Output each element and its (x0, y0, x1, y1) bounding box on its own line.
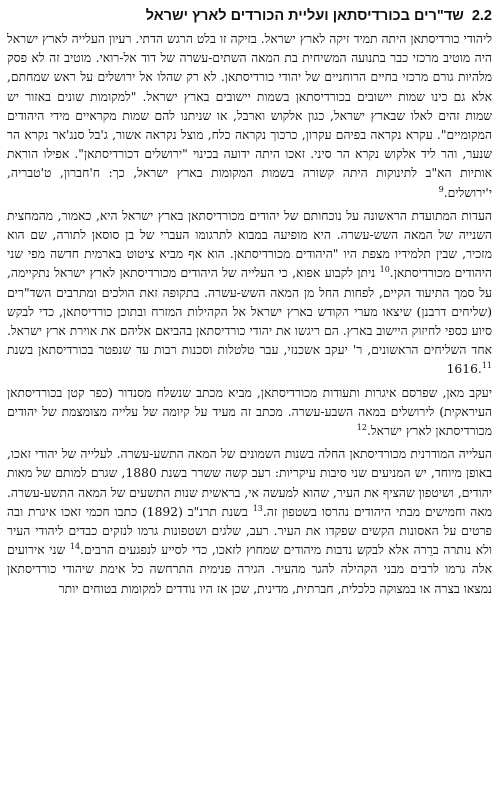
footnote-ref: 12 (356, 422, 367, 432)
paragraph-text: ניתן לקבוע אפוא, כי העלייה של היהודים מכורדיסתאן לארץ ישראל נתקיימה, על סמך התיעוד הקיים, לפחות החל מן המאה השש-עשרה. בתקופה זאת הולכים ומתרבים השד"רים (שליחים דרבנן) שיצאו מערי הקודש בארץ ישראל אל הקהילות המזרח ובתוכן כורדיסתאן, כדי לבקש סיוע כספי לחיזוק היישוב בארץ. הם ריגשו את יהודי כורדיסתאן בהביאם אליהם את אוירת ארץ ישראל. אחד השליחים הראשונים, ר' יעקב אשכנזי, עבר טלטלות וסכנות רבות עד שנפטר בכורדיסתאן בשנת 1616. (7, 266, 492, 377)
paragraph-text: העדות המתועדת הראשונה על נוכחותם של יהודים מכורדיסתאן בארץ ישראל היא, כאמור, מהמחצית השנייה של המאה השש-עשרה. היא מופיעה במבוא לתרגומו העברי של בן סוסאן לתורה, שם הוא מזכיר, שבין תלמידיו מצפת היו "היהודים מכורדיסתאן. הוא אף מביא ציטוט בארמית חדשה מפי שני היהודים מכורדיסתאן. (7, 208, 493, 281)
footnote-ref: 11 (481, 361, 492, 371)
paragraph-text: ליהודי כורדיסתאן היתה תמיד זיקה לארץ ישראל. בזיקה זו בלט הרגש הדתי. רעיון העלייה לארץ ישראל היה מוטיב מרכזי כבר בתנועה המשיחית בת המאה השתים-עשרה של דוד אל-רואי. מוטיב זה לא פסק מלהיות גורם מרכזי בחיים הרוחניים של יהודי כורדיסתאן. לא רק שהלו אל ירושלים על ראש שמחתם, אלא גם כינו שמות יישובים בכורדיסתאן בשמות יישובים בארץ ישראל. "למקומות שונים באזור יש שמות זהים לאלו שבארץ ישראל, כגון אלקוש וארבל, או שניתנו להם שמות מקראיים מידי היהודים המקומיים". עקרא נקראה בפיהם עקרון, כרכוך נקראה כלח, מוצל נקראה אשור, ג'בל סנג'אר נקרא הר שנער, והר ליד אלקוש נקרא הר סיני. זאכו היתה ידועה בכינוי "ירושלים דכורדיסתאן". אפילו הוראת אותיות הא"ב לתינוקות היתה קשורה בשמות המקומות בארץ ישראל, כך: ח'חברון, ט'טבריה, י'ירושלים. (7, 32, 492, 200)
paragraph-text: בשנת תרנ"ב (1892) כתבו חכמי זאכו איגרת ובה פרטים על האסונות הקשים שפקדו את העיר. רעב, שלגים ושטפונות גרמו לנזקים כבדים ליהודי העיר ולא נותרה ברֵרה אלא לבקש נדבות מיהודים שמחוץ לזאכו, כדי לסייע לנפגעים הרבים. (7, 504, 492, 558)
section-title: שד"רים בכורדיסתאן ועליית הכורדים לארץ ישראל (145, 8, 464, 24)
paragraph-1 (7, 30, 492, 203)
footnote-ref: 10 (379, 265, 390, 275)
paragraph-text: שני אירועים אלה גרמו לרבים מבני הקהילה להגר מהעיר. הגירה פנימית התרחשה כל אימת שיהודי כורדיסתאן נמצאו בצרה או במצוקה כלכלית, חברתית, מדינית, שכן אז היו נודדים למקומות בטוחים יותר (7, 543, 492, 596)
paragraph-text: העלייה המודרנית מכורדיסתאן החלה בשנות השמונים של המאה התשע-עשרה. לעלייה של יהודי זאכו, באופן מיוחד, יש המניעים שני סיבות עיקריות: רעב קשה ששרר בשנת 1880, שגרם למותם של מאות יהודים, ושיטפון שהציף את העיר, שהוא למעשה אי, בראשית שנות התשעים של המאה התשע-עשרה. מאה וחמישים מבתי היהודים נהרסו בשטפון זה. (7, 447, 492, 519)
paragraph-3 (7, 384, 492, 442)
paragraph-4 (7, 445, 492, 599)
footnote-ref: 9 (438, 184, 444, 194)
section-number: 2.2 (471, 8, 492, 24)
section-heading (7, 6, 492, 26)
paragraph-2 (7, 207, 492, 380)
footnote-ref: 14 (69, 542, 81, 552)
paragraph-text: יעקב מאן, שפרסם איגרות ותעודות מכורדיסתאן, מביא מכתב שנשלח מסנדור (כפר קטן בכורדיסתאן העיראקית) לירושלים במאה השבע-עשרה. מכתב זה מעיד על קיומה של עלייה מצומצמת של יהודים מכורדיסתאן לארץ ישראל. (7, 385, 492, 439)
footnote-ref: 13 (252, 503, 263, 513)
